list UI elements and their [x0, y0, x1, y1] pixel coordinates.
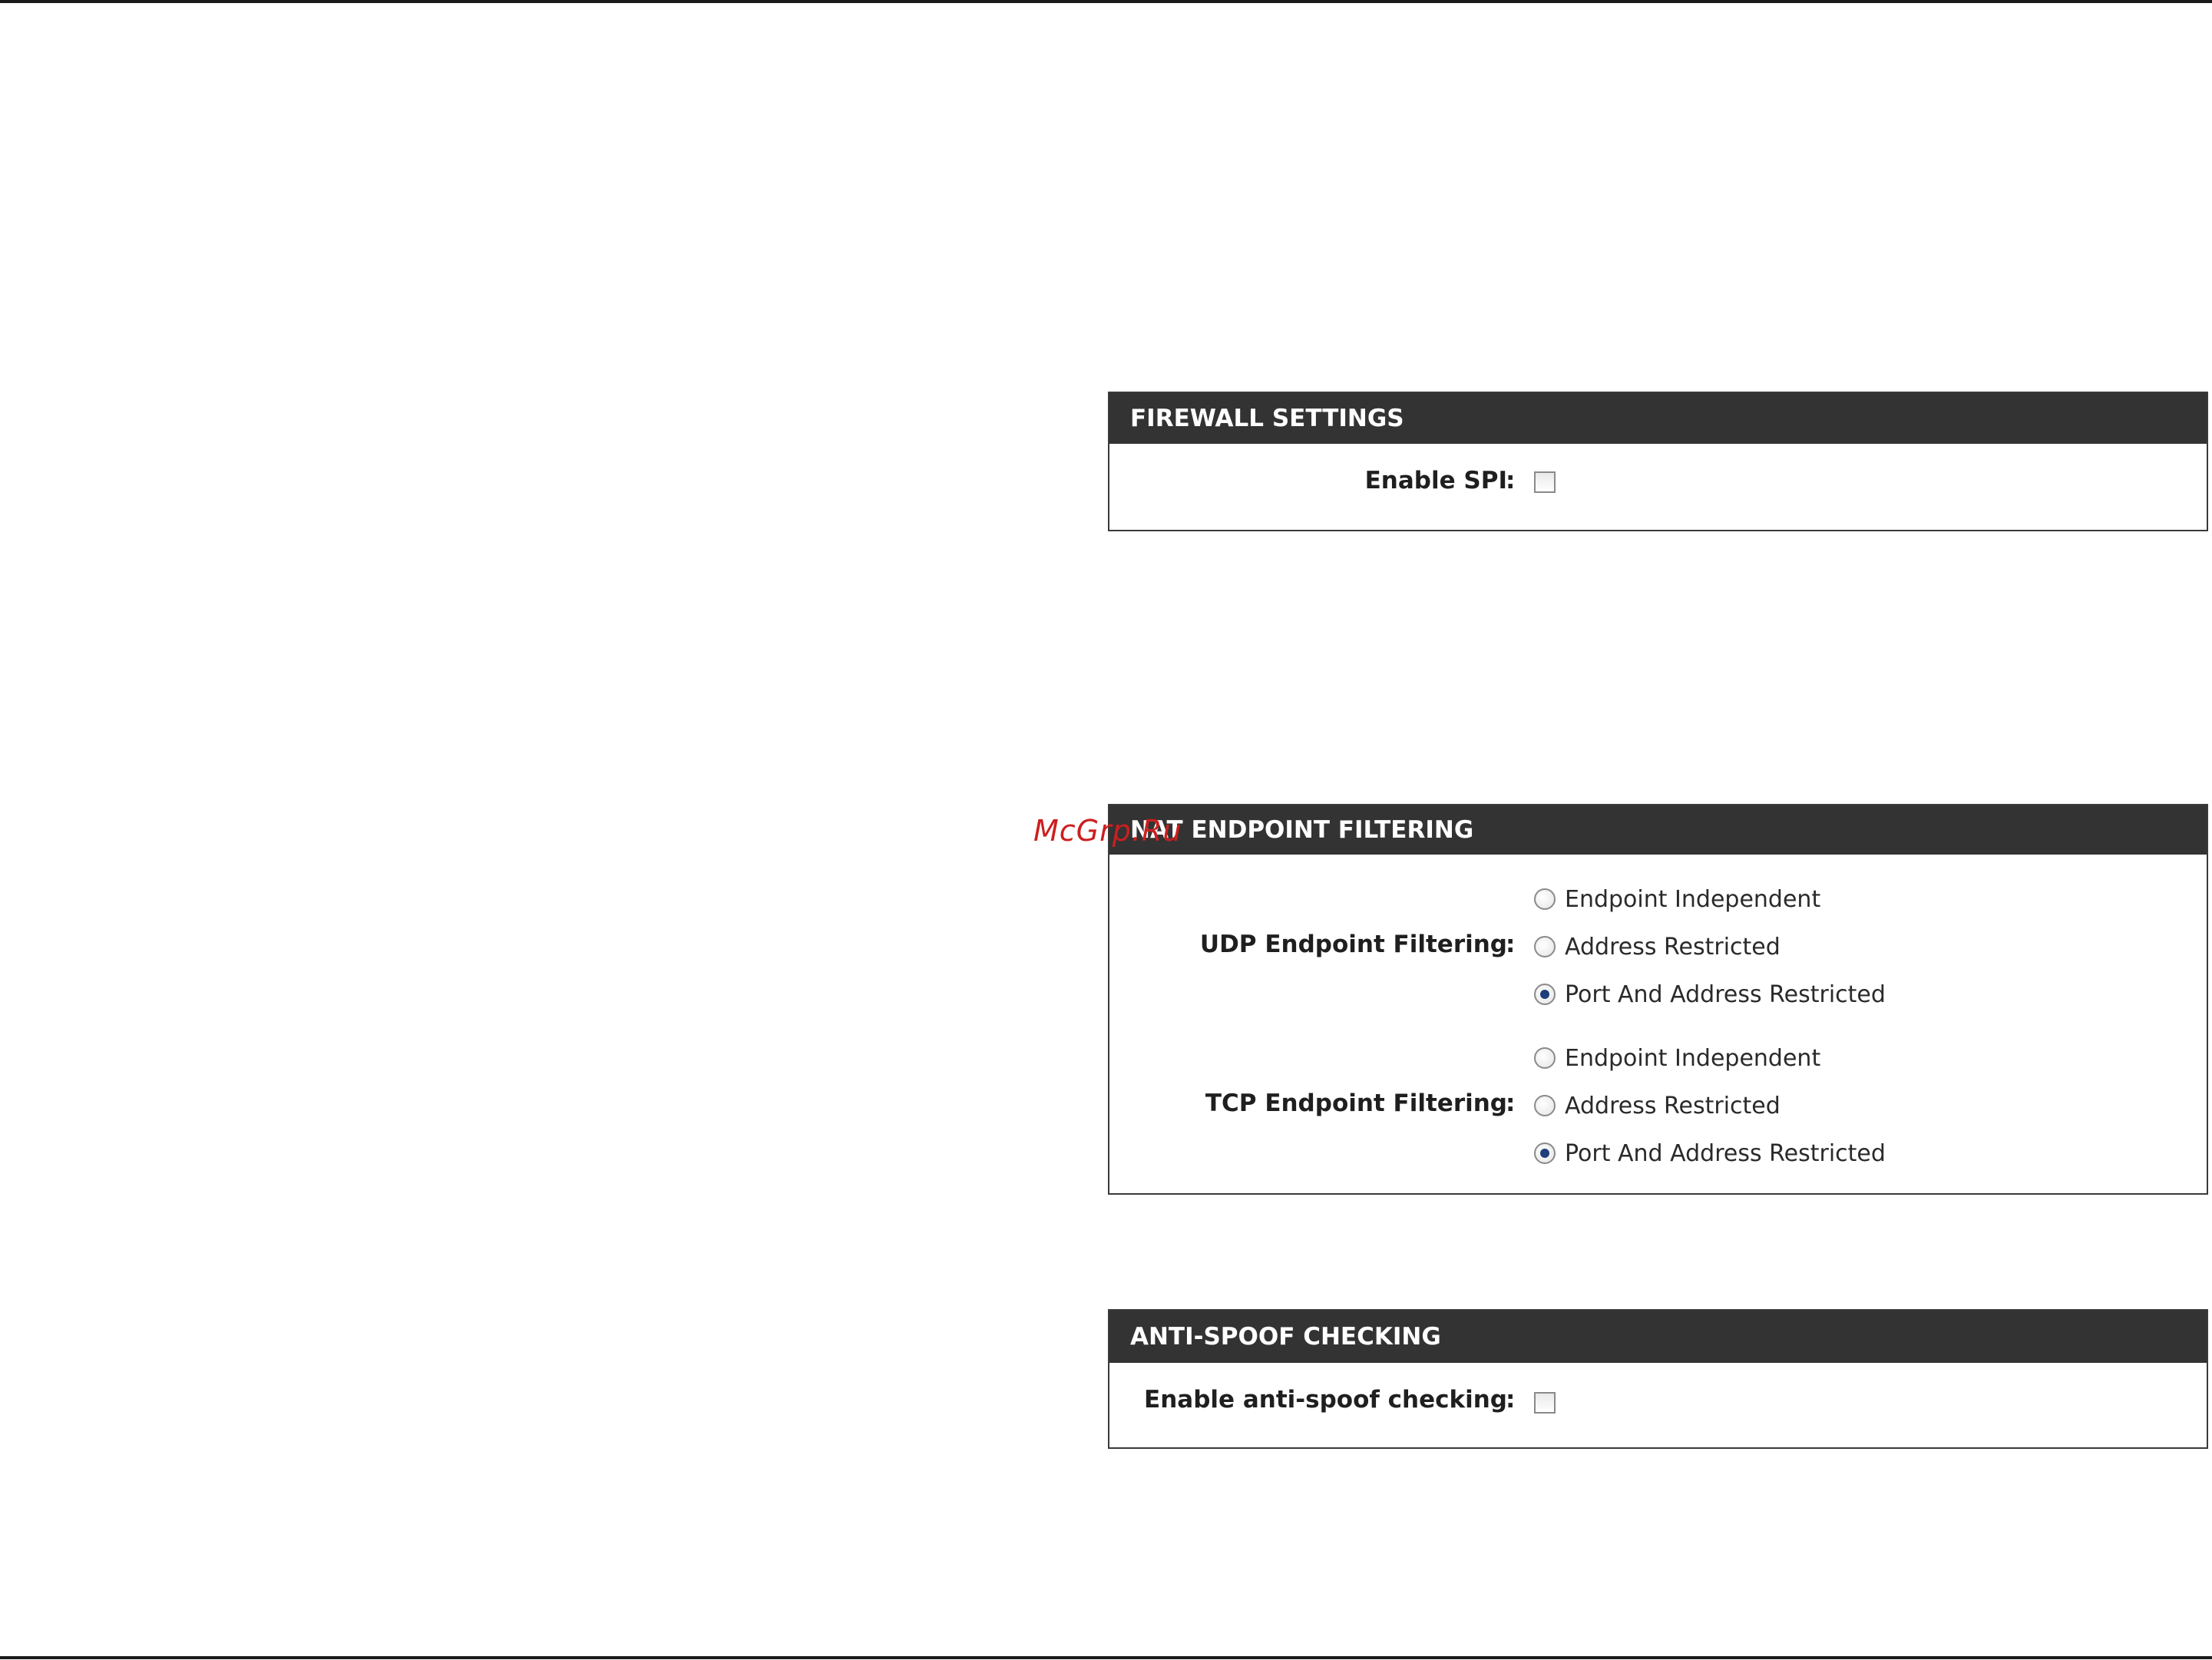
udp-option-endpoint-independent[interactable]: [1534, 885, 1820, 913]
udp-endpoint-filtering-label: UDP Endpoint Filtering: [1199, 931, 1507, 958]
tcp-option-port-and-address-restricted[interactable]: [1534, 1139, 1886, 1167]
nat-endpoint-filtering-panel: [1108, 804, 2208, 1195]
enable-spi-label: Enable SPI: [1364, 467, 1507, 494]
tcp-endpoint-independent-label: Endpoint Independent: [1565, 1044, 1821, 1072]
udp-address-restricted-label: Address Restricted: [1565, 933, 1781, 961]
udp-colon: :: [1506, 931, 1516, 958]
tcp-option-endpoint-independent[interactable]: [1534, 1044, 1820, 1072]
enable-anti-spoof-colon: :: [1506, 1386, 1516, 1414]
tcp-endpoint-filtering-label: TCP Endpoint Filtering: [1205, 1090, 1507, 1117]
udp-endpoint-independent-label: Endpoint Independent: [1565, 885, 1821, 913]
tcp-colon: :: [1506, 1090, 1516, 1117]
nat-endpoint-filtering-body: [1109, 855, 2207, 1193]
tcp-endpoint-independent-radio[interactable]: [1534, 1047, 1556, 1069]
nat-endpoint-filtering-header: NAT ENDPOINT FILTERING: [1109, 805, 2207, 855]
udp-option-port-and-address-restricted[interactable]: [1534, 980, 1886, 1008]
udp-address-restricted-radio[interactable]: [1534, 936, 1556, 957]
enable-spi-checkbox[interactable]: [1534, 471, 1556, 493]
enable-anti-spoof-checkbox[interactable]: [1534, 1392, 1556, 1414]
tcp-address-restricted-radio[interactable]: [1534, 1095, 1556, 1116]
tcp-address-restricted-label: Address Restricted: [1565, 1092, 1781, 1119]
firewall-settings-body: [1109, 444, 2207, 530]
enable-anti-spoof-label: Enable anti-spoof checking: [1144, 1386, 1507, 1414]
tcp-port-and-address-restricted-radio[interactable]: [1534, 1142, 1556, 1164]
tcp-option-address-restricted[interactable]: [1534, 1092, 1781, 1119]
firewall-settings-panel: [1108, 392, 2208, 531]
anti-spoof-checking-body: [1109, 1363, 2207, 1447]
anti-spoof-checking-header: ANTI-SPOOF CHECKING: [1109, 1311, 2207, 1363]
udp-option-address-restricted[interactable]: [1534, 933, 1781, 961]
firewall-settings-header: FIREWALL SETTINGS: [1109, 393, 2207, 444]
udp-endpoint-independent-radio[interactable]: [1534, 888, 1556, 910]
udp-port-and-address-restricted-label: Port And Address Restricted: [1565, 980, 1886, 1008]
anti-spoof-checking-panel: [1108, 1309, 2208, 1449]
top-rule: [0, 0, 2212, 3]
bottom-rule: [0, 1656, 2212, 1659]
tcp-port-and-address-restricted-label: Port And Address Restricted: [1565, 1139, 1886, 1167]
udp-port-and-address-restricted-radio[interactable]: [1534, 984, 1556, 1005]
enable-spi-colon: :: [1506, 467, 1516, 494]
watermark-text: McGrp.Ru: [1033, 814, 1182, 848]
